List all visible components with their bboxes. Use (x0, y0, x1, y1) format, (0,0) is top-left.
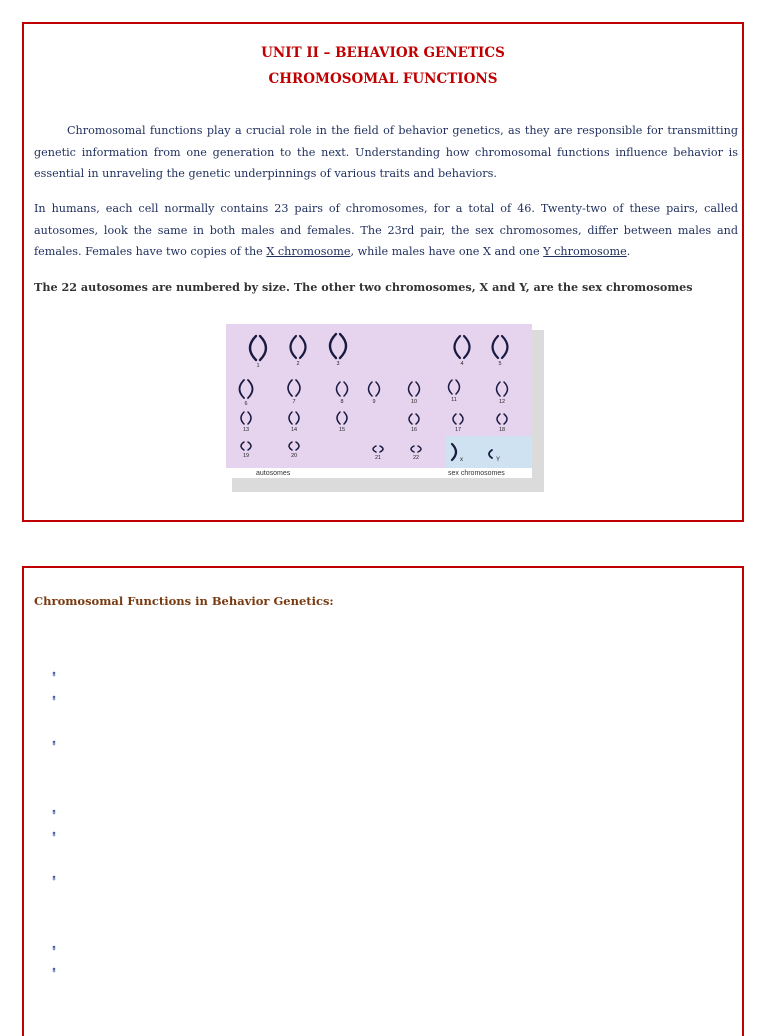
diamond-bullet-icon (50, 664, 58, 672)
chromosome-number: 2 (296, 361, 300, 367)
y-label: Y (496, 457, 501, 463)
diamond-bullet-icon (50, 938, 58, 946)
chromosome-number: 13 (242, 427, 250, 433)
intro-paragraph: Chromosomal functions play a crucial role in the field of behavior genetics, as they are responsible for transmitting genetic information from one generation to the next. Understanding how chromosomal functions influence behavior is essential in unraveling the genetic underpinnings of various traits and behaviors. (34, 124, 738, 180)
chromosome-number: 8 (340, 399, 344, 405)
chromosome-number: 3 (336, 361, 340, 367)
unit-title: UNIT II – BEHAVIOR GENETICS (261, 45, 505, 61)
diamond-bullet-icon (50, 868, 58, 876)
chromosome-number: 17 (454, 427, 462, 433)
x-label: x (460, 457, 463, 463)
diamond-bullet-icon (50, 688, 58, 696)
humans-text-part2: , while males have one X and one (350, 245, 544, 258)
y-chromosome-link[interactable]: Y chromosome (543, 245, 627, 258)
chromosome-number: 20 (290, 453, 298, 459)
chromosome-number: 4 (460, 361, 464, 367)
diamond-bullet-icon (50, 824, 58, 832)
chromosome-number: 14 (290, 427, 298, 433)
diamond-bullet-icon (50, 733, 58, 741)
chromosome-number: 19 (242, 453, 250, 459)
content-frame-bottom (22, 566, 744, 1036)
x-chromosome-link[interactable]: X chromosome (266, 245, 351, 258)
diamond-bullet-icon (50, 960, 58, 968)
chromosome-number: 11 (451, 397, 457, 403)
chromosome-number: 22 (412, 455, 420, 461)
sex-chromosomes-caption: sex chromosomes (448, 470, 505, 477)
chromosome-number: 15 (338, 427, 346, 433)
humans-text-end: . (626, 245, 631, 258)
content-frame-top (22, 22, 744, 522)
chromosome-number: 7 (292, 399, 296, 405)
chromosome-number: 18 (498, 427, 506, 433)
chromosome-number: 21 (374, 455, 382, 461)
chromosome-number: 1 (256, 363, 260, 369)
diamond-bullet-icon (50, 802, 58, 810)
humans-text-part1: In humans, each cell normally contains 23 pairs of chromosomes, for a total of 46. Twenty-two of these pairs, called autosomes, look the same in both males and females. The 23rd pair, the sex chromosomes, differ between males and females. Females have two copies of the (34, 202, 738, 258)
chromosome-number: 5 (498, 361, 502, 367)
karyotype-figure (224, 322, 544, 492)
chromosome-number: 6 (244, 401, 248, 407)
chromosome-number: 10 (410, 399, 418, 405)
chromosome-number: 12 (498, 399, 506, 405)
chromosome-number: 9 (372, 399, 376, 405)
autosome-note: The 22 autosomes are numbered by size. The other two chromosomes, X and Y, are the sex chromosomes (34, 280, 693, 294)
section-title: Chromosomal Functions in Behavior Genetics: (34, 594, 334, 608)
chromosome-number: 16 (410, 427, 418, 433)
autosomes-caption: autosomes (256, 470, 291, 477)
page-subtitle: CHROMOSOMAL FUNCTIONS (268, 71, 498, 87)
humans-paragraph (34, 198, 738, 263)
